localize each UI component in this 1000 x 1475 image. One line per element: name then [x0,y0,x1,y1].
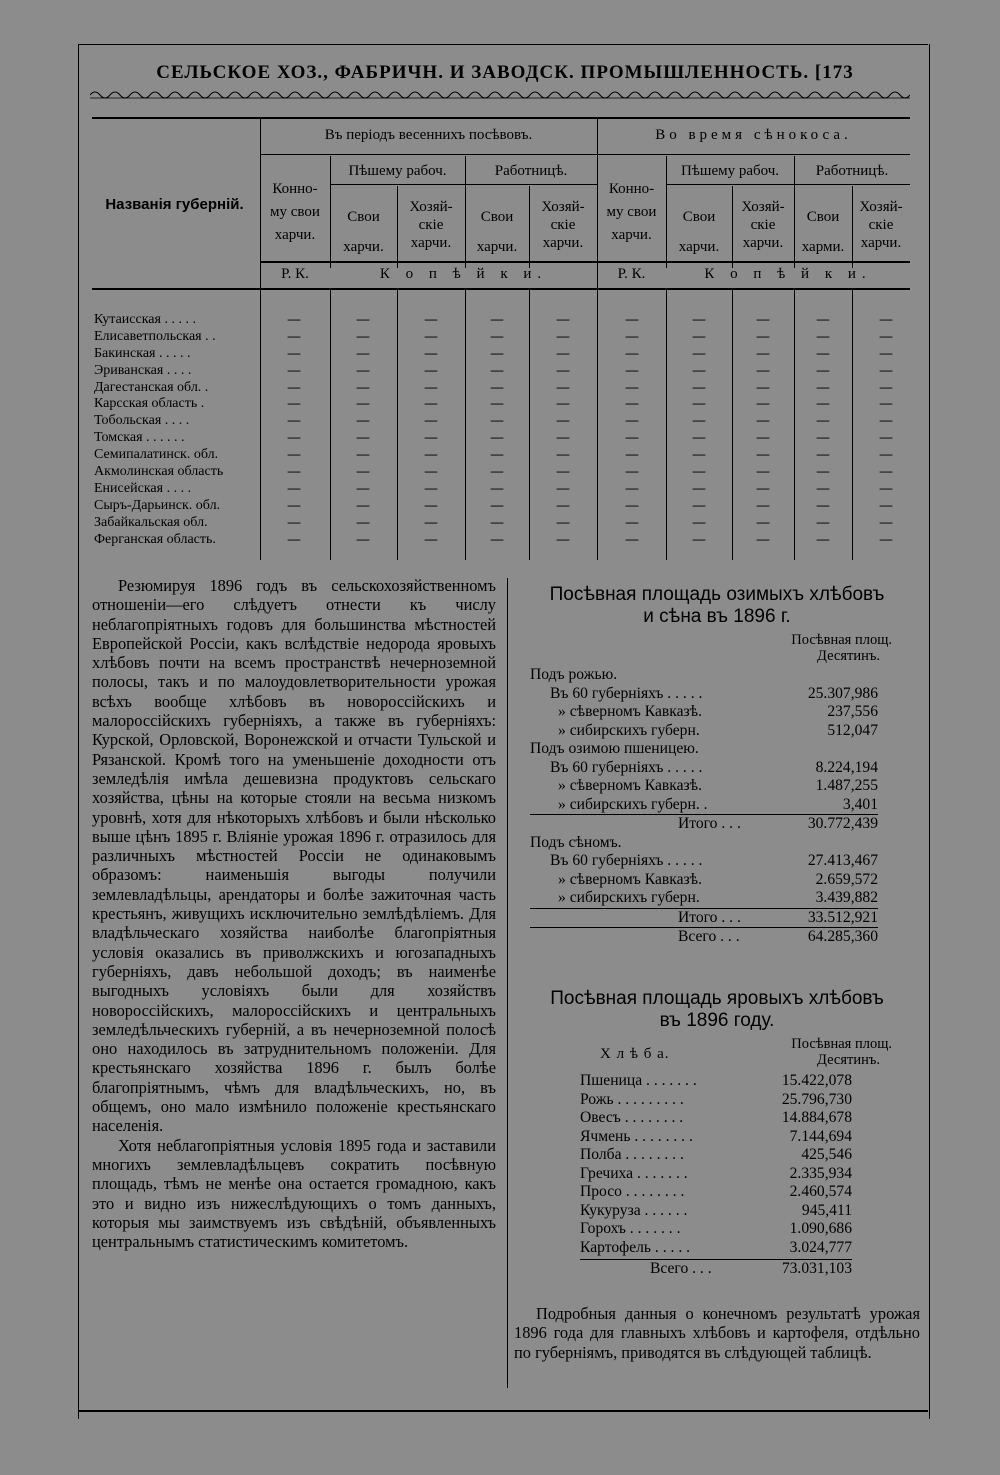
wage-cell: — [816,379,830,396]
wage-cell: — [287,497,301,514]
wage-cell: — [756,396,770,413]
region-name: Семипалатинск. обл. [94,447,219,463]
wage-cell: — [424,328,438,345]
body-text [92,576,496,1251]
wage-cell: — [692,345,706,362]
wage-cell: — [287,413,301,430]
wage-value-column [543,312,583,548]
wage-cell: — [692,312,706,328]
winter-table-rows [530,666,878,947]
rabotnitse-header-1: Работницѣ. [494,163,568,179]
winter-table-row: Подъ озимою пшеницею. [530,740,699,757]
wage-cell: — [556,328,570,345]
column-divider [507,578,508,1388]
wage-cell: — [756,447,770,464]
winter-table-row: Итого . . . 33.512,921 [530,908,878,928]
hozyaiskie-header-4: Хозяй- скіе харчи. [859,199,903,251]
units-rk-1: Р. К. [281,266,309,282]
wage-cell: — [287,379,301,396]
wage-cell: — [356,345,370,362]
winter-table-row: » сѣверномъ Кавказѣ. 2.659,572 [558,870,878,888]
region-name: Эриванская . . . . [94,362,192,378]
wage-cell: — [756,345,770,362]
wage-cell: — [879,328,893,345]
wage-cell: — [556,531,570,548]
units-rk-2: Р. К. [617,266,646,282]
winter-table-row: Въ 60 губерніяхъ . . . . . 27.413,467 [550,852,878,869]
wage-cell: — [625,413,639,430]
wage-cell: — [287,531,301,548]
wage-value-column [866,312,906,548]
wage-cell: — [490,430,504,447]
wage-cell: — [356,464,370,481]
wage-cell: — [625,328,639,345]
wage-cell: — [490,514,504,531]
wage-cell: — [490,312,504,328]
wage-cell: — [816,413,830,430]
wage-cell: — [356,514,370,531]
wage-cell: — [756,497,770,514]
wage-cell: — [625,362,639,379]
wage-cell: — [287,362,301,379]
region-names-list [94,312,264,548]
wage-cell: — [424,396,438,413]
spring-table-row: Пшеница . . . . . . . 15.422,078 [580,1072,852,1089]
footnote: Подробныя данныя о конечномъ результатѣ урожая 1896 года для главныхъ хлѣбовъ и картофеля, отдѣльно по губерніямъ, приводятся въ слѣдующей таблицѣ. [514,1304,920,1362]
wage-cell: — [356,312,370,328]
wage-cell: — [692,430,706,447]
spring-table-row: Овесъ . . . . . . . . 14.884,678 [580,1109,852,1126]
wage-cell: — [356,396,370,413]
wage-cell: — [625,514,639,531]
region-name: Кутаисская . . . . . [94,312,196,327]
wage-cell: — [625,379,639,396]
wage-cell: — [692,531,706,548]
period-haymaking-header: Во время сѣнокоса. [655,127,852,143]
region-name: Дагестанская обл. . [94,379,209,395]
region-name: Ферганская область. [94,531,216,547]
spring-table-row: Просо . . . . . . . . 2.460,574 [580,1183,852,1200]
wage-value-column [274,312,314,548]
winter-table-row: Итого . . . 30.772,439 [530,814,878,834]
wage-cell: — [424,362,438,379]
spring-table-title: Посѣвная площадь яровыхъ хлѣбовъ въ 1896 году. [550,988,884,1031]
body-paragraph-2: Хотя неблагопріятныя условія 1895 года и заставили многихъ землевладѣльцевъ сократить посѣвную площадь, тѣмъ не менѣе она остается громадною, какъ это и видно изъ нижеслѣдующихъ о томъ данныхъ, которыя мы заимствуемъ изъ свѣдѣній, объявленныхъ центральнымъ статистическимъ комитетомъ. [92,1135,496,1252]
region-name: Забайкальская обл. [94,514,208,530]
wage-cell: — [356,430,370,447]
wage-cell: — [490,413,504,430]
wage-table-header [92,118,910,290]
wage-cell: — [287,396,301,413]
region-name: Карсская область . [94,396,205,412]
wage-cell: — [816,312,830,328]
region-name: Акмолинская область [94,464,224,480]
region-name: Елисаветпольская . . [94,328,216,344]
wage-cell: — [625,345,639,362]
wage-cell: — [424,531,438,548]
wage-cell: — [692,362,706,379]
svoi-header-2: Свои харчи. [476,209,518,255]
spring-table-left-header: Х л ѣ б а. [600,1046,670,1062]
wage-cell: — [424,430,438,447]
wage-cell: — [756,328,770,345]
wage-value-column [411,312,451,548]
wage-value-column [612,312,652,548]
winter-table-row: Всего . . . 64.285,360 [530,927,878,947]
wage-cell: — [816,345,830,362]
wage-cell: — [490,362,504,379]
wage-cell: — [625,447,639,464]
region-name: Енисейская . . . . [94,480,192,496]
wage-cell: — [556,464,570,481]
wage-cell: — [879,379,893,396]
winter-table-title: Посѣвная площадь озимыхъ хлѣбовъ и сѣна въ 1896 г. [549,584,885,627]
svoi-header-3: Свои харчи. [678,209,720,255]
region-name: Бакинская . . . . . [94,345,191,361]
wage-cell: — [556,480,570,497]
wage-cell: — [879,480,893,497]
wage-cell: — [287,514,301,531]
winter-table-row: » сѣверномъ Кавказѣ. 1.487,255 [558,777,878,794]
winter-table-row: Въ 60 губерніяхъ . . . . . 8.224,194 [550,758,878,776]
wage-cell: — [356,447,370,464]
wage-cell: — [816,362,830,379]
wage-cell: — [816,430,830,447]
wage-cell: — [692,396,706,413]
wage-cell: — [692,497,706,514]
wage-cell: — [490,480,504,497]
konnomu-header-1: Конно- му свои харчи. [270,181,320,243]
wage-cell: — [490,328,504,345]
wage-cell: — [424,447,438,464]
wage-cell: — [356,413,370,430]
wage-cell: — [756,413,770,430]
wage-cell: — [424,497,438,514]
peshemu-header-2: Пѣшему рабоч. [680,163,780,179]
region-name: Сыръ-Дарьинск. обл. [94,497,221,513]
wage-cell: — [692,328,706,345]
spring-table-rows [580,1072,852,1257]
wage-value-column [477,312,517,548]
wage-cell: — [424,514,438,531]
wage-cell: — [879,447,893,464]
wage-cell: — [556,497,570,514]
wage-cell: — [556,514,570,531]
wage-cell: — [490,464,504,481]
wage-cell: — [879,362,893,379]
hozyaiskie-header-2: Хозяй- скіе харчи. [541,199,585,251]
wage-cell: — [490,531,504,548]
wage-cell: — [816,447,830,464]
names-column-header: Названія губерній. [105,196,244,213]
wage-value-column [679,312,719,548]
wage-cell: — [287,345,301,362]
wage-cell: — [816,514,830,531]
units-kopeiki-2: К о п ѣ й к и. [704,266,872,282]
wage-cell: — [879,531,893,548]
running-head: СЕЛЬСКОЕ ХОЗ., ФАБРИЧН. И ЗАВОДСК. ПРОМЫШЛЕННОСТЬ. [173 [156,62,854,83]
wage-cell: — [879,345,893,362]
spring-table-row: Гречиха . . . . . . . 2.335,934 [580,1164,852,1182]
wage-cell: — [816,396,830,413]
wage-cell: — [879,464,893,481]
wage-cell: — [287,328,301,345]
spring-table-row: Кукуруза . . . . . . 945,411 [580,1201,852,1219]
wage-cell: — [879,430,893,447]
winter-table-row: » сѣверномъ Кавказѣ. 237,556 [558,703,878,720]
wage-cell: — [490,447,504,464]
wage-cell: — [625,464,639,481]
units-kopeiki-1: К о п ѣ й к и. [379,266,548,282]
konnomu-header-2: Конно- му свои харчи. [606,181,657,243]
wage-cell: — [625,396,639,413]
wage-cell: — [424,379,438,396]
wage-cell: — [756,480,770,497]
wage-cell: — [816,480,830,497]
wage-cell: — [356,328,370,345]
wage-cell: — [756,362,770,379]
winter-table-row: » сибирскихъ губерн. . 3,401 [558,795,878,813]
winter-table-row: » сибирскихъ губерн. 512,047 [558,721,878,739]
top-rule [78,44,928,45]
wage-cell: — [816,464,830,481]
wage-cell: — [556,413,570,430]
wage-cell: — [424,312,438,328]
wage-cell: — [490,497,504,514]
wage-cell: — [625,497,639,514]
wage-cell: — [756,531,770,548]
wage-value-column [343,312,383,548]
wage-cell: — [692,379,706,396]
wage-cell: — [556,379,570,396]
peshemu-header-1: Пѣшему рабоч. [348,163,447,179]
wage-cell: — [490,345,504,362]
bottom-rule [78,1410,928,1412]
wage-cell: — [692,514,706,531]
wage-cell: — [287,430,301,447]
period-spring-header: Въ періодъ весеннихъ посѣвовъ. [324,127,533,143]
wage-cell: — [556,345,570,362]
wage-cell: — [356,531,370,548]
wage-cell: — [692,447,706,464]
wage-cell: — [879,396,893,413]
wage-cell: — [756,430,770,447]
wage-cell: — [424,464,438,481]
ornamental-rule [90,86,910,100]
body-paragraph-1: Резюмируя 1896 годъ въ сельскохозяйственномъ отношеніи—его слѣдуетъ отнести къ числу неблагопріятныхъ годовъ для большинства мѣстностей Европейской Россіи, какъ вслѣдствіе недорода яровыхъ хлѣбовъ почти на всемъ пространствѣ нечерноземной полосы, такъ и по малоудовлетворительности урожая всѣхъ вообще хлѣбовъ въ новороссійскихъ и малороссійскихъ губерніяхъ, а также въ губерніяхъ: Курской, Орловской, Воронежской и отчасти Тульской и Рязанской. Кромѣ того на уменьшеніе доходности отъ земледѣлія имѣла дешевизна продуктовъ сельскаго хозяйства, цѣны на которые стояли на весьма низкомъ уровнѣ, хотя для нѣкоторыхъ хлѣбовъ и были нѣсколько выше цѣнъ 1895 г. Вліяніе урожая 1896 г. отразилось для различныхъ мѣстностей Россіи не одинаковымъ образомъ: наименьшія выгоды получили землевладѣльцы, арендаторы и болѣе зажиточная часть крестьянъ, живущихъ исключительно землѣдѣліемъ. Для владѣльческаго хозяйства наиболѣе благопріятныя условія оказались въ приволжскихъ и югозападныхъ губерніяхъ, давъ небольшой доходъ; въ наименѣе выгодныхъ условіяхъ были для хозяйствъ новороссійскихъ, малороссійскихъ и центральныхъ земледѣльческихъ губерній, а въ нечерноземной полосѣ оно находилось въ затруднительномъ положеніи. Для крестьянскаго хозяйства 1896 г. былъ болѣе благопріятнымъ, чѣмъ для владѣльческихъ, но, въ общемъ, оно мало измѣнило положеніе крестьянскаго населенія. [92,576,496,1136]
hozyaiskie-header-1: Хозяй- скіе харчи. [409,199,453,251]
spring-table-col-header: Посѣвная площ. Десятинъ. [791,1036,892,1068]
wage-cell: — [692,413,706,430]
spring-table-row: Полба . . . . . . . . 425,546 [580,1146,852,1163]
wage-cell: — [692,464,706,481]
wage-cell: — [556,430,570,447]
wage-cell: — [756,464,770,481]
wage-cell: — [879,413,893,430]
region-name: Томская . . . . . . [94,430,185,446]
wage-cell: — [625,312,639,328]
spring-table-row: Рожь . . . . . . . . . 25.796,730 [580,1090,852,1108]
spring-table-row: Горохъ . . . . . . . 1.090,686 [580,1220,852,1237]
svoi-header-1: Свои харчи. [343,209,384,255]
wage-cell: — [816,531,830,548]
spring-table-total: Всего . . . 73.031,103 [580,1259,852,1279]
wage-cell: — [625,480,639,497]
winter-table-row: Въ 60 губерніяхъ . . . . . 25.307,986 [550,684,878,702]
wage-cell: — [816,497,830,514]
wage-cell: — [556,447,570,464]
winter-table-row: » сибирскихъ губерн. 3.439,882 [558,889,878,906]
wage-cell: — [424,345,438,362]
wage-cell: — [356,362,370,379]
wage-cell: — [756,312,770,328]
wage-cell: — [625,531,639,548]
wage-cell: — [356,480,370,497]
wage-cell: — [287,480,301,497]
wage-value-column [743,312,783,548]
spring-table-row: Ячмень . . . . . . . . 7.144,694 [580,1127,852,1145]
wage-cell: — [490,396,504,413]
wage-cell: — [556,396,570,413]
winter-table-row: Подъ рожью. [530,666,618,683]
wage-cell: — [490,379,504,396]
rabotnitse-header-2: Работницѣ. [815,163,889,179]
wage-cell: — [879,514,893,531]
wage-cell: — [625,430,639,447]
wage-cell: — [879,312,893,328]
wage-cell: — [287,312,301,328]
hozyaiskie-header-3: Хозяй- скіе харчи. [741,199,785,251]
wage-cell: — [556,362,570,379]
wage-value-column [803,312,843,548]
wage-cell: — [356,379,370,396]
wage-cell: — [356,497,370,514]
wage-cell: — [756,379,770,396]
wage-cell: — [287,447,301,464]
wage-cell: — [816,328,830,345]
wage-cell: — [879,497,893,514]
winter-table-col-header: Посѣвная площ. Десятинъ. [791,632,892,664]
region-name: Тобольская . . . . [94,413,190,429]
svoi-header-4: Свои харми. [801,209,845,255]
winter-table-row: Подъ сѣномъ. [530,833,622,851]
wage-cell: — [287,464,301,481]
wage-cell: — [756,514,770,531]
wage-cell: — [424,480,438,497]
spring-table-row: Картофель . . . . . 3.024,777 [580,1238,852,1256]
wage-cell: — [692,480,706,497]
wage-cell: — [424,413,438,430]
wage-cell: — [556,312,570,328]
